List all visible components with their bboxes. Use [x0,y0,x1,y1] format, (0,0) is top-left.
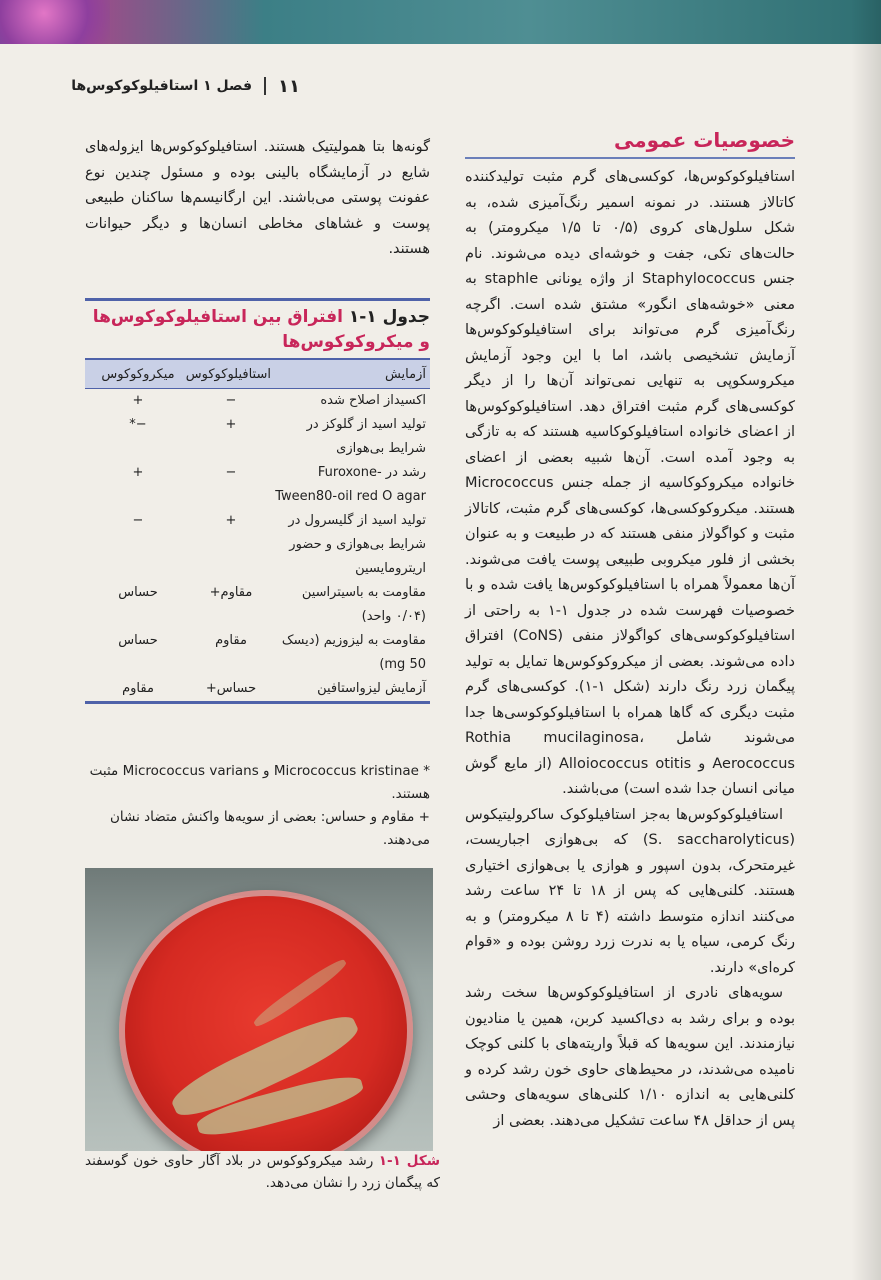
row-staph: + [225,513,237,528]
paragraph-1: استافیلوکوکوس‌ها، کوکسی‌های گرم مثبت تولیدکننده کاتالاز هستند. در نمونه اسمیر رنگ‌آمیزی شده، به شکل سلول‌های کروی (۰/۵ تا ۱/۵ میکرومتر) به حالت‌های تکی، جفت و خوشه‌ای دیده می‌شوند. نام جنس Staphylococcus از واژه یونانی staphle به معنی «خوشه‌های انگور» مشتق شده است. اگرچه رنگ‌آمیزی گرم می‌تواند برای استافیلوکوکوس‌ها آزمایش تشخیصی باشد، اما با این وجود آزمایش میکروسکوپی به تنهایی نمی‌تواند آن‌ها را از دیگر کوکسی‌های گرم مثبت افتراق دهد. استافیلوکوکوس‌ها از اعضای خانواده استافیلوکوکاسیه هستند که به تازگی به وجود آمده است. آن‌ها شبیه بعضی از اعضای خانواده میکروکوکاسیه از جمله جنس Micrococcus هستند. میکروکوکسی‌ها، کوکسی‌های گرم مثبت، کاتالاز مثبت و کواگولاز منفی هستند که در طبیعت و به عنوان بخشی از فلور میکروبی طبیعی پوست یافت می‌شوند. آن‌ها معمولاً همراه با استافیلوکوکوس‌ها یافت شده و با خصوصیات فهرست شده در جدول ۱-۱ به راحتی از استافیلوکوکوسی‌های کواگولاز منفی (CoNS) افتراق داده می‌شوند. بعضی از میکروکوکوس‌ها تمایل به تولید پیگمان زرد رنگ دارند (شکل ۱-۱). کوکسی‌های گرم مثبت دیگری که گاها همراه با استافیلوکوکوسی‌ها جدا می‌شوند شامل Rothia mucilaginosa، Aerococcus و Alloiococcus otitis (از مایع گوش میانی انسان جدا شده است) می‌باشند. [465,169,796,797]
figure-caption-text: رشد میکروکوکوس در بلاد آگار حاوی خون گوسفند که پیگمان زرد را نشان می‌دهد. [85,1153,440,1191]
row-micro: + [132,465,144,480]
row-staph: حساس+ [205,681,257,696]
row-staph: مقاوم [215,633,247,648]
row-micro: −* [129,417,147,432]
cover-image-corner [0,0,110,44]
row-staph: − [225,465,237,480]
row-staph: + [225,417,237,432]
header-staph: استافیلوکوکوس [185,366,271,382]
header-micro: میکروکوکوس [101,366,175,382]
row-micro: مقاوم [122,681,154,696]
row-test: تولید اسید از گلوکز در شرایط بی‌هوازی [306,417,426,456]
table-row [85,509,430,581]
comparison-table [85,358,430,704]
table-row [85,389,430,413]
blood-agar-dish [119,890,413,1151]
table-row [85,629,430,677]
note-2: + مقاوم و حساس: بعضی از سویه‌ها واکنش متضاد نشان می‌دهند. [110,809,430,848]
row-micro: حساس [118,585,158,600]
figure-label: شکل ۱-۱ [378,1153,440,1169]
note-1: * Micrococcus kristinae و Micrococcus varians مثبت هستند. [89,763,430,802]
table-label: جدول ۱-۱ [348,307,430,327]
row-micro: + [132,393,144,408]
row-micro: − [132,513,144,528]
table-title [85,298,430,355]
row-micro: حساس [118,633,158,648]
table-row [85,677,430,704]
row-staph: مقاوم+ [209,585,253,600]
page-number: ۱۱ [278,75,300,97]
section-title: خصوصیات عمومی [465,125,795,159]
page-shadow [851,0,881,1280]
intro-paragraph: گونه‌ها بتا همولیتیک هستند. استافیلوکوکوس‌ها ایزوله‌های شایع در آزمایشگاه بالینی بوده و مسئول چندین نوع عفونت پوستی می‌باشند. این ارگانیسم‌ها ساکنان طبیعی پوست و غشاهای مخاطی انسان‌ها و دیگر حیوانات هستند. [85,139,430,257]
table-row [85,581,430,629]
row-test: مقاومت به لیزوزیم (دیسک 50 mg) [281,633,426,672]
table-notes [85,760,430,852]
row-test: مقاومت به باسیتراسین (۰/۰۴ واحد) [301,585,426,624]
running-header [60,72,300,100]
table-row [85,461,430,509]
chapter-title: فصل ۱ استافیلوکوکوس‌ها [71,78,253,94]
table-header-row [85,358,430,389]
right-column [465,125,795,1134]
row-test: اکسیداز اصلاح شده [320,393,426,408]
row-test: آزمایش لیزواستافین [317,681,426,696]
paragraph-3: سویه‌های نادری از استافیلوکوکوس‌ها سخت رشد بوده و برای رشد به دی‌اکسید کربن، همین یا منادیون نیازمندند. این سویه‌ها که قبلاً واریته‌های با کلنی کوچک نامیده می‌شدند، در محیط‌های حاوی خون رشد کرده و کلنی‌هایی به اندازه ۱/۱۰ کلنی‌های سویه‌های وحشی پس از حداقل ۴۸ ساعت تشکیل می‌دهند. بعضی از [465,985,795,1129]
cover-strip [0,0,881,44]
left-column-intro [85,135,430,263]
table-row [85,413,430,461]
header-divider [264,77,266,95]
header-test: آزمایش [384,366,426,382]
row-staph: − [225,393,237,408]
row-test: رشد در Furoxone-Tween80-oil red O agar [275,465,426,504]
row-test: تولید اسید از گلیسرول در شرایط بی‌هوازی و حضور اریترومایسین [288,513,426,576]
figure-caption [85,1150,440,1194]
paragraph-2: استافیلوکوکوس‌ها به‌جز استافیلوکوک ساکرولیتیکوس (S. saccharolyticus) که بی‌هوازی اجباریست، غیرمتحرک، بدون اسپور و هوازی یا بی‌هوازی اختیاری هستند. کلنی‌هایی که پس از ۱۸ تا ۲۴ ساعت رشد می‌کنند اندازه متوسط داشته (۴ تا ۸ میکرومتر) و به رنگ کرمی، سیاه یا به ندرت زرد روشن بوده و «قوام کره‌ای» دارند. [465,806,795,976]
table-caption: افتراق بین استافیلوکوکوس‌ها و میکروکوکوس‌ها [92,307,430,352]
petri-dish-photo [85,868,433,1151]
